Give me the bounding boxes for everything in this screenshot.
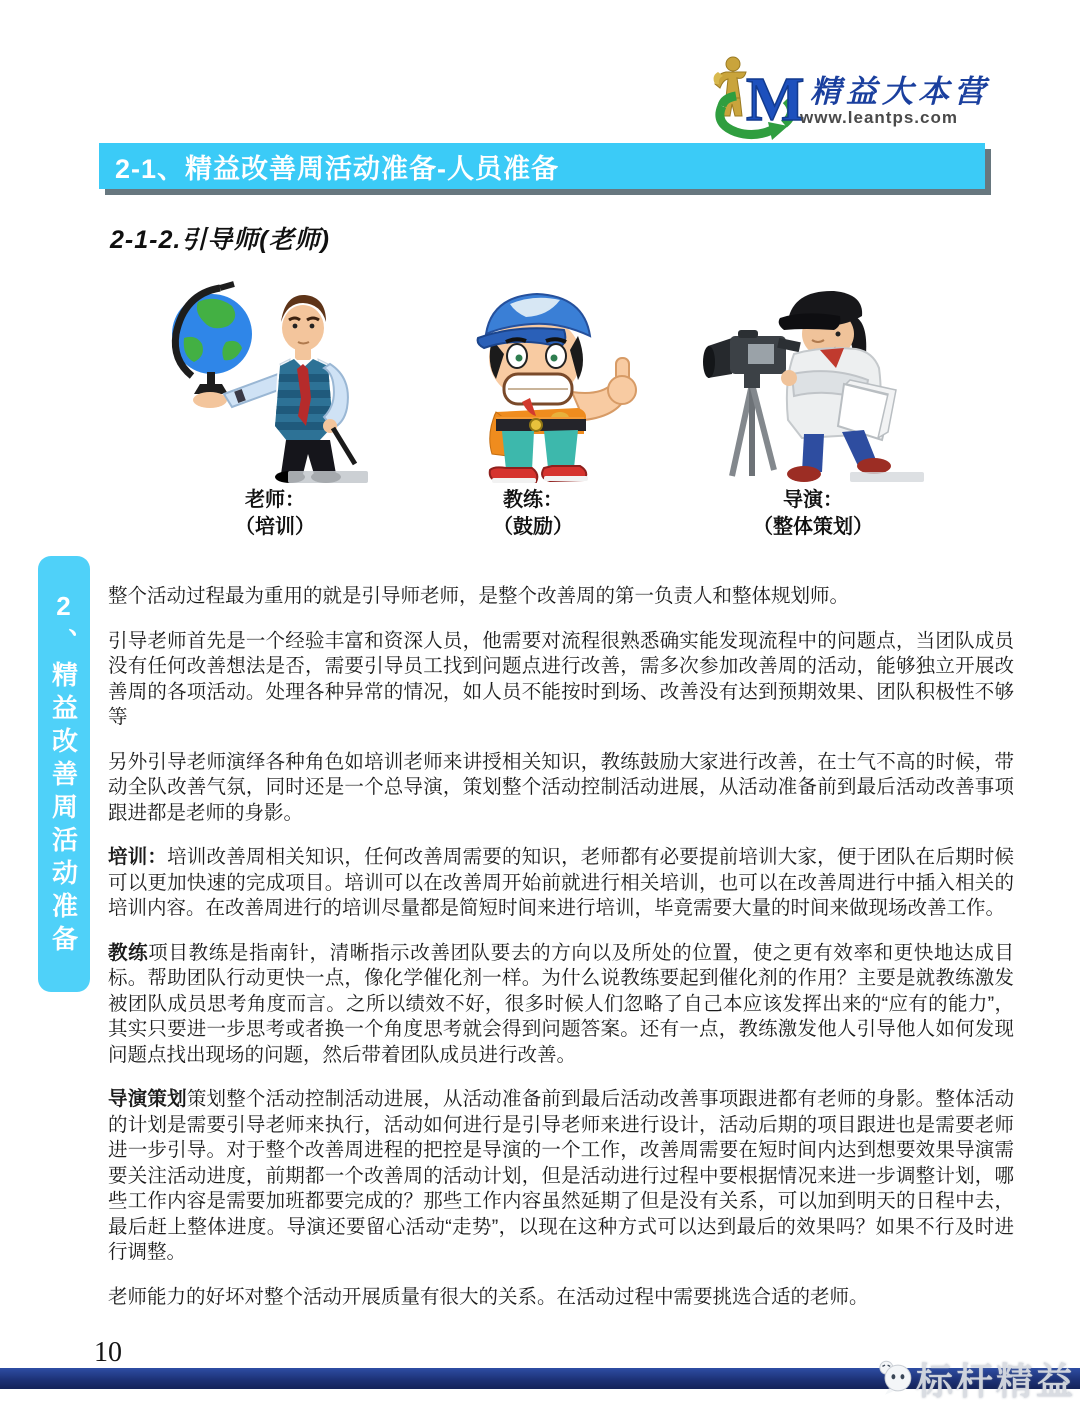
paragraph-coach — [108, 941, 1014, 1069]
subsection-title: 2-1-2.引导师(老师) — [110, 226, 330, 254]
paragraph-text: 项目教练是指南针，清晰指示改善团队要去的方向以及所处的位置，使之更有效率和更快地达成目标。帮助团队行动更快一点，像化学催化剂一样。为什么说教练要起到催化剂的作用？主要是就教练激发被团队成员思考角度而言。之所以绩效不好，很多时候人们忽略了自己本应该发挥出来的“应有的能力”，其实只要进一步思考或者换一个角度思考就会得到问题答案。还有一点，教练激发他人引导他人如何发现问题点找出现场的问题，然后带着团队成员进行改善。 — [108, 941, 1014, 1066]
role-label-coach — [448, 487, 618, 541]
paragraph-closing — [108, 1285, 1014, 1311]
brand-logo — [688, 52, 988, 140]
role-title: 教练： — [503, 489, 563, 511]
paragraph-lead: 教练 — [108, 941, 149, 964]
brand-logo-icon — [706, 54, 811, 142]
paragraph-lead: 培训： — [108, 846, 168, 868]
coach-head — [478, 294, 590, 404]
paragraph-intro — [108, 584, 1014, 610]
section-header-bar — [99, 143, 985, 189]
director-illustration — [692, 288, 932, 486]
brand-website: www.leantps.com — [800, 108, 958, 127]
paragraph-text: 培训改善周相关知识，任何改善周需要的知识，老师都有必要提前培训大家，便于团队在后期时候可以更加快速的完成项目。培训可以在改善周开始前就进行相关培训，也可以在改善周进行中插入相关的培训内容。在改善周进行的培训尽量都是简短时间来进行培训，毕竟需要大量的时间来做现场改善工作。 — [108, 846, 1014, 919]
brand-name: 精益大本营 — [810, 74, 990, 109]
wechat-icon — [876, 1348, 916, 1408]
chapter-sidebar-label: 2、精益改善周活动准备 — [48, 590, 79, 958]
paragraph-training — [108, 845, 1014, 922]
role-sub: （培训） — [235, 516, 315, 538]
paragraph-text: 老师能力的好坏对整个活动开展质量有很大的关系。在活动过程中需要挑选合适的老师。 — [108, 1285, 869, 1308]
section-header-title: 2-1、精益改善周活动准备-人员准备 — [115, 153, 560, 184]
role-title: 老师： — [245, 489, 305, 511]
teacher-illustration — [140, 276, 370, 486]
paragraph-text: 策划整个活动控制活动进展，从活动准备前到最后活动改善事项跟进都有老师的身影。整体活动的计划是需要引导老师来执行，活动如何进行是引导老师来进行设计，活动后期的项目跟进也是需要老师进一步引导。对于整个改善周进程的把控是导演的一个工作，改善周需要在短时间内达到想要效果导演需要关注活动进度，前期都一个改善周的活动计划，但是活动进行过程中要根据情况来进一步调整计划，哪些工作内容是需要加班都要完成的？那些工作内容虽然延期了但是没有关系，可以加到明天的日程中去，最后赶上整体进度。导演还要留心活动“走势”，以现在这种方式可以达到最后的效果吗？如果不行及时进行调整。 — [108, 1088, 1014, 1263]
paragraph-text: 另外引导老师演绎各种角色如培训老师来讲授相关知识，教练鼓励大家进行改善，在士气不高的时候，带动全队改善气氛，同时还是一个总导演，策划整个活动控制活动进展，从活动准备前到最后活动改善事项跟进都是老师的身影。 — [108, 750, 1014, 824]
role-label-teacher — [190, 487, 360, 541]
globe-icon — [172, 284, 252, 394]
cap-brim — [779, 313, 841, 330]
watermark — [876, 1346, 1076, 1410]
role-sub: （整体策划） — [753, 516, 873, 538]
teacher-hand — [193, 392, 227, 408]
role-label-director — [718, 487, 908, 541]
paragraph-facilitator — [108, 629, 1014, 731]
watermark-text: 标杆精益 — [916, 1361, 1076, 1402]
coach-illustration — [432, 284, 660, 486]
page-number: 10 — [94, 1337, 122, 1368]
role-title: 导演： — [783, 489, 843, 511]
paragraph-text: 引导老师首先是一个经验丰富和资深人员，他需要对流程很熟悉确实能发现流程中的问题点，当团队成员没有任何改善想法是否，需要引导员工找到问题点进行改善，需多次参加改善周的活动，能够独立开展改善周的各项活动。处理各种异常的情况，如人员不能按时到场、改善没有达到预期效果、团队积极性不够等 — [108, 629, 1014, 728]
paragraph-lead: 导演策划 — [108, 1088, 187, 1110]
paragraph-roles — [108, 750, 1014, 827]
paragraph-text: 整个活动过程最为重用的就是引导师老师，是整个改善周的第一负责人和整体规划师。 — [108, 585, 850, 607]
role-sub: （鼓励） — [493, 516, 573, 538]
teacher-arm-sleeve — [224, 374, 284, 407]
coach-legs — [490, 419, 588, 483]
body-text-block — [108, 584, 1014, 1329]
director-figure — [779, 291, 896, 482]
paragraph-director — [108, 1087, 1014, 1266]
chapter-sidebar-tab — [38, 556, 90, 992]
logo-letter-m: M — [746, 66, 805, 134]
image-watermark-strip — [850, 472, 924, 482]
teacher-head — [281, 295, 326, 351]
image-watermark-strip — [288, 471, 368, 483]
pointer-stick — [333, 428, 355, 464]
